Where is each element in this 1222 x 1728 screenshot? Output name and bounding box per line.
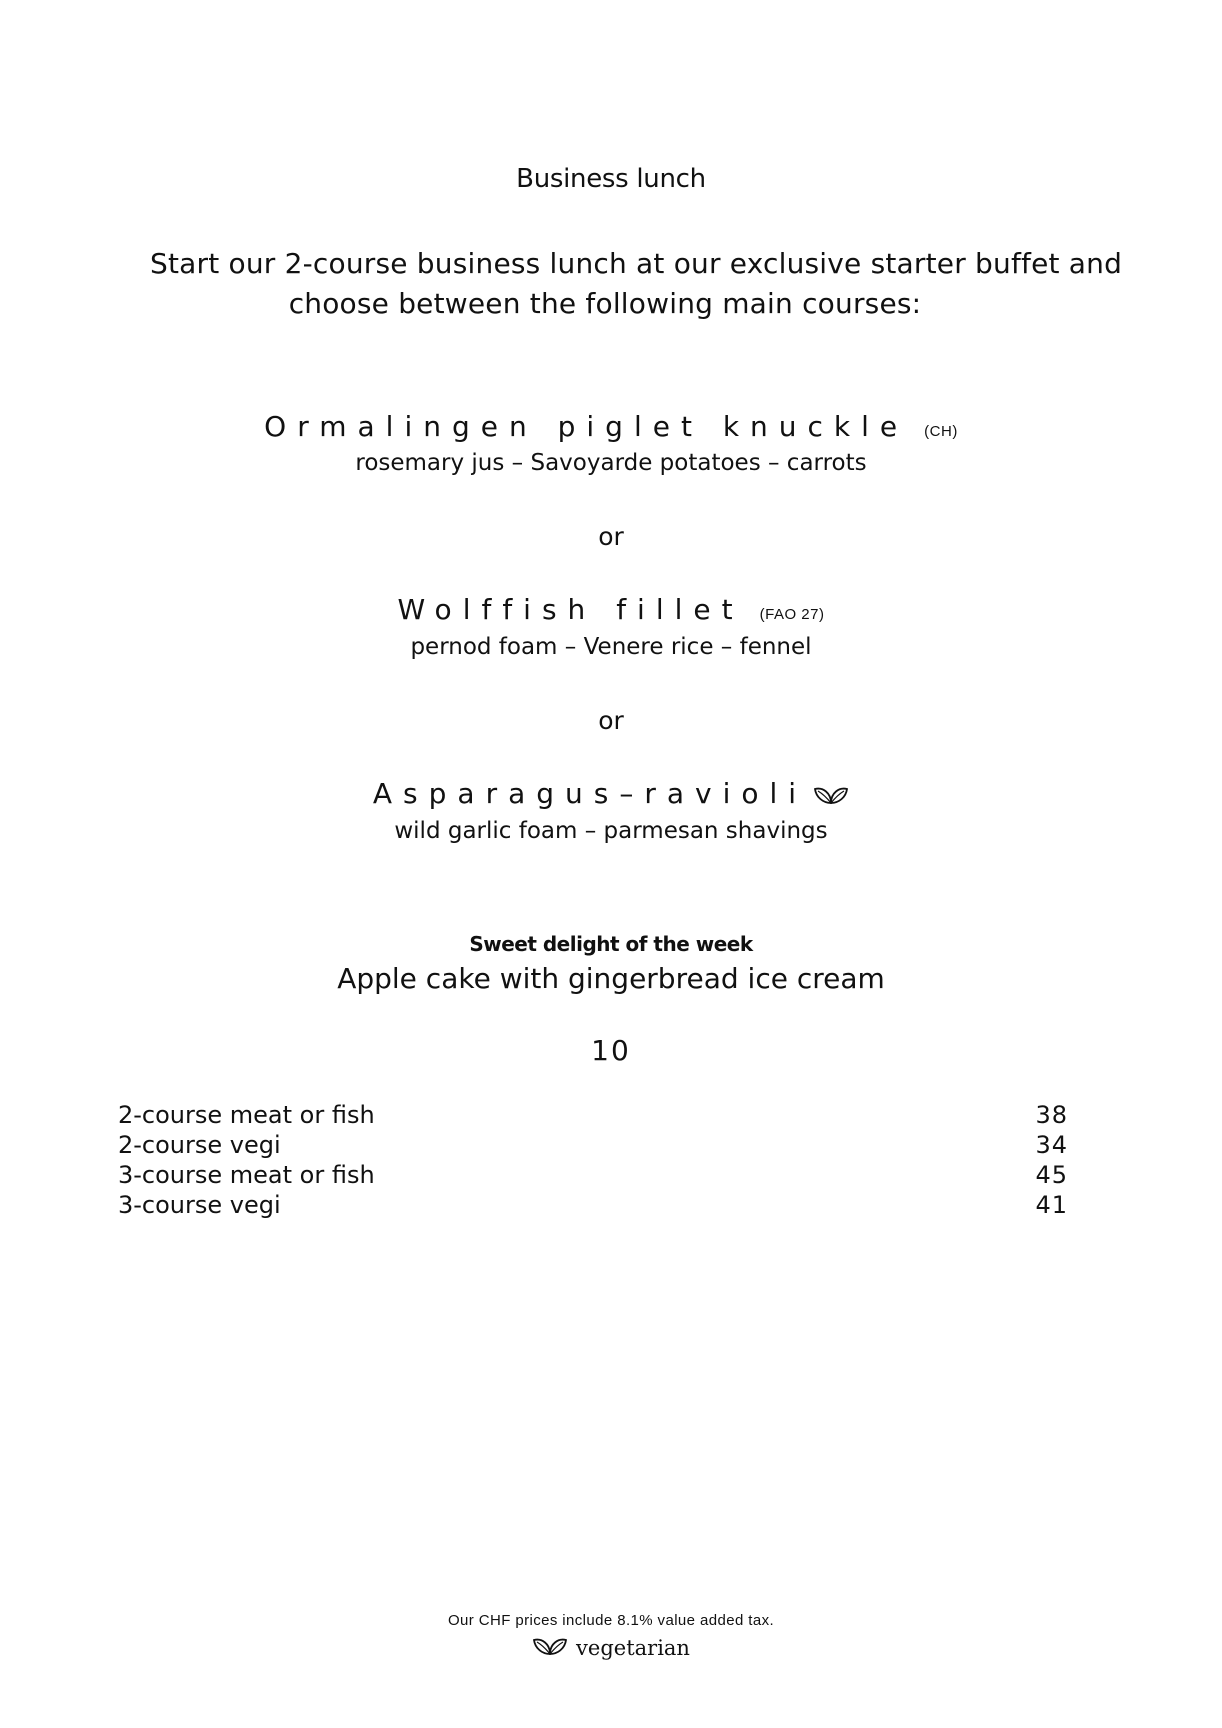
dish-name: Wolffish fillet — [397, 593, 744, 626]
price-value: 34 — [1035, 1131, 1068, 1159]
leaf-icon — [532, 1636, 568, 1663]
price-label: 3-course vegi — [118, 1191, 281, 1219]
vat-note: Our CHF prices include 8.1% value added tax. — [447, 1612, 775, 1629]
dish-origin: (FAO 27) — [759, 606, 825, 624]
dish-description: pernod foam – Venere rice – fennel — [410, 634, 812, 660]
leaf-icon — [813, 785, 849, 812]
price-label: 2-course vegi — [118, 1131, 281, 1159]
price-row — [118, 1100, 1068, 1130]
dish-name: Ormalingen piglet knuckle — [264, 410, 909, 443]
sweet-item: Apple cake with gingerbread ice cream — [337, 962, 885, 995]
price-value: 38 — [1035, 1101, 1068, 1129]
menu-title: Business lunch — [516, 164, 706, 194]
price-list — [118, 1100, 1068, 1220]
dish-1 — [0, 410, 1222, 443]
separator-or: or — [598, 522, 624, 551]
price-value: 41 — [1035, 1191, 1068, 1219]
vegetarian-legend — [0, 1636, 1222, 1663]
dish-description: wild garlic foam – parmesan shavings — [394, 818, 828, 844]
intro-line-2: choose between the following main courses: — [288, 287, 922, 320]
sweet-label: Sweet delight of the week — [469, 932, 753, 956]
dish-name: Asparagus–ravioli — [372, 777, 808, 810]
price-label: 3-course meat or fish — [118, 1161, 375, 1189]
price-row — [118, 1160, 1068, 1190]
dish-2 — [0, 593, 1222, 626]
price-value: 45 — [1035, 1161, 1068, 1189]
separator-or: or — [598, 706, 624, 735]
legend-label: vegetarian — [576, 1636, 690, 1660]
sweet-price: 10 — [591, 1034, 631, 1067]
dish-description: rosemary jus – Savoyarde potatoes – carrots — [355, 450, 867, 476]
intro-line-1: Start our 2-course business lunch at our exclusive starter buffet and — [150, 247, 1123, 280]
dish-3 — [0, 777, 1222, 812]
price-label: 2-course meat or fish — [118, 1101, 375, 1129]
price-row — [118, 1190, 1068, 1220]
dish-origin: (CH) — [924, 423, 958, 441]
price-row — [118, 1130, 1068, 1160]
